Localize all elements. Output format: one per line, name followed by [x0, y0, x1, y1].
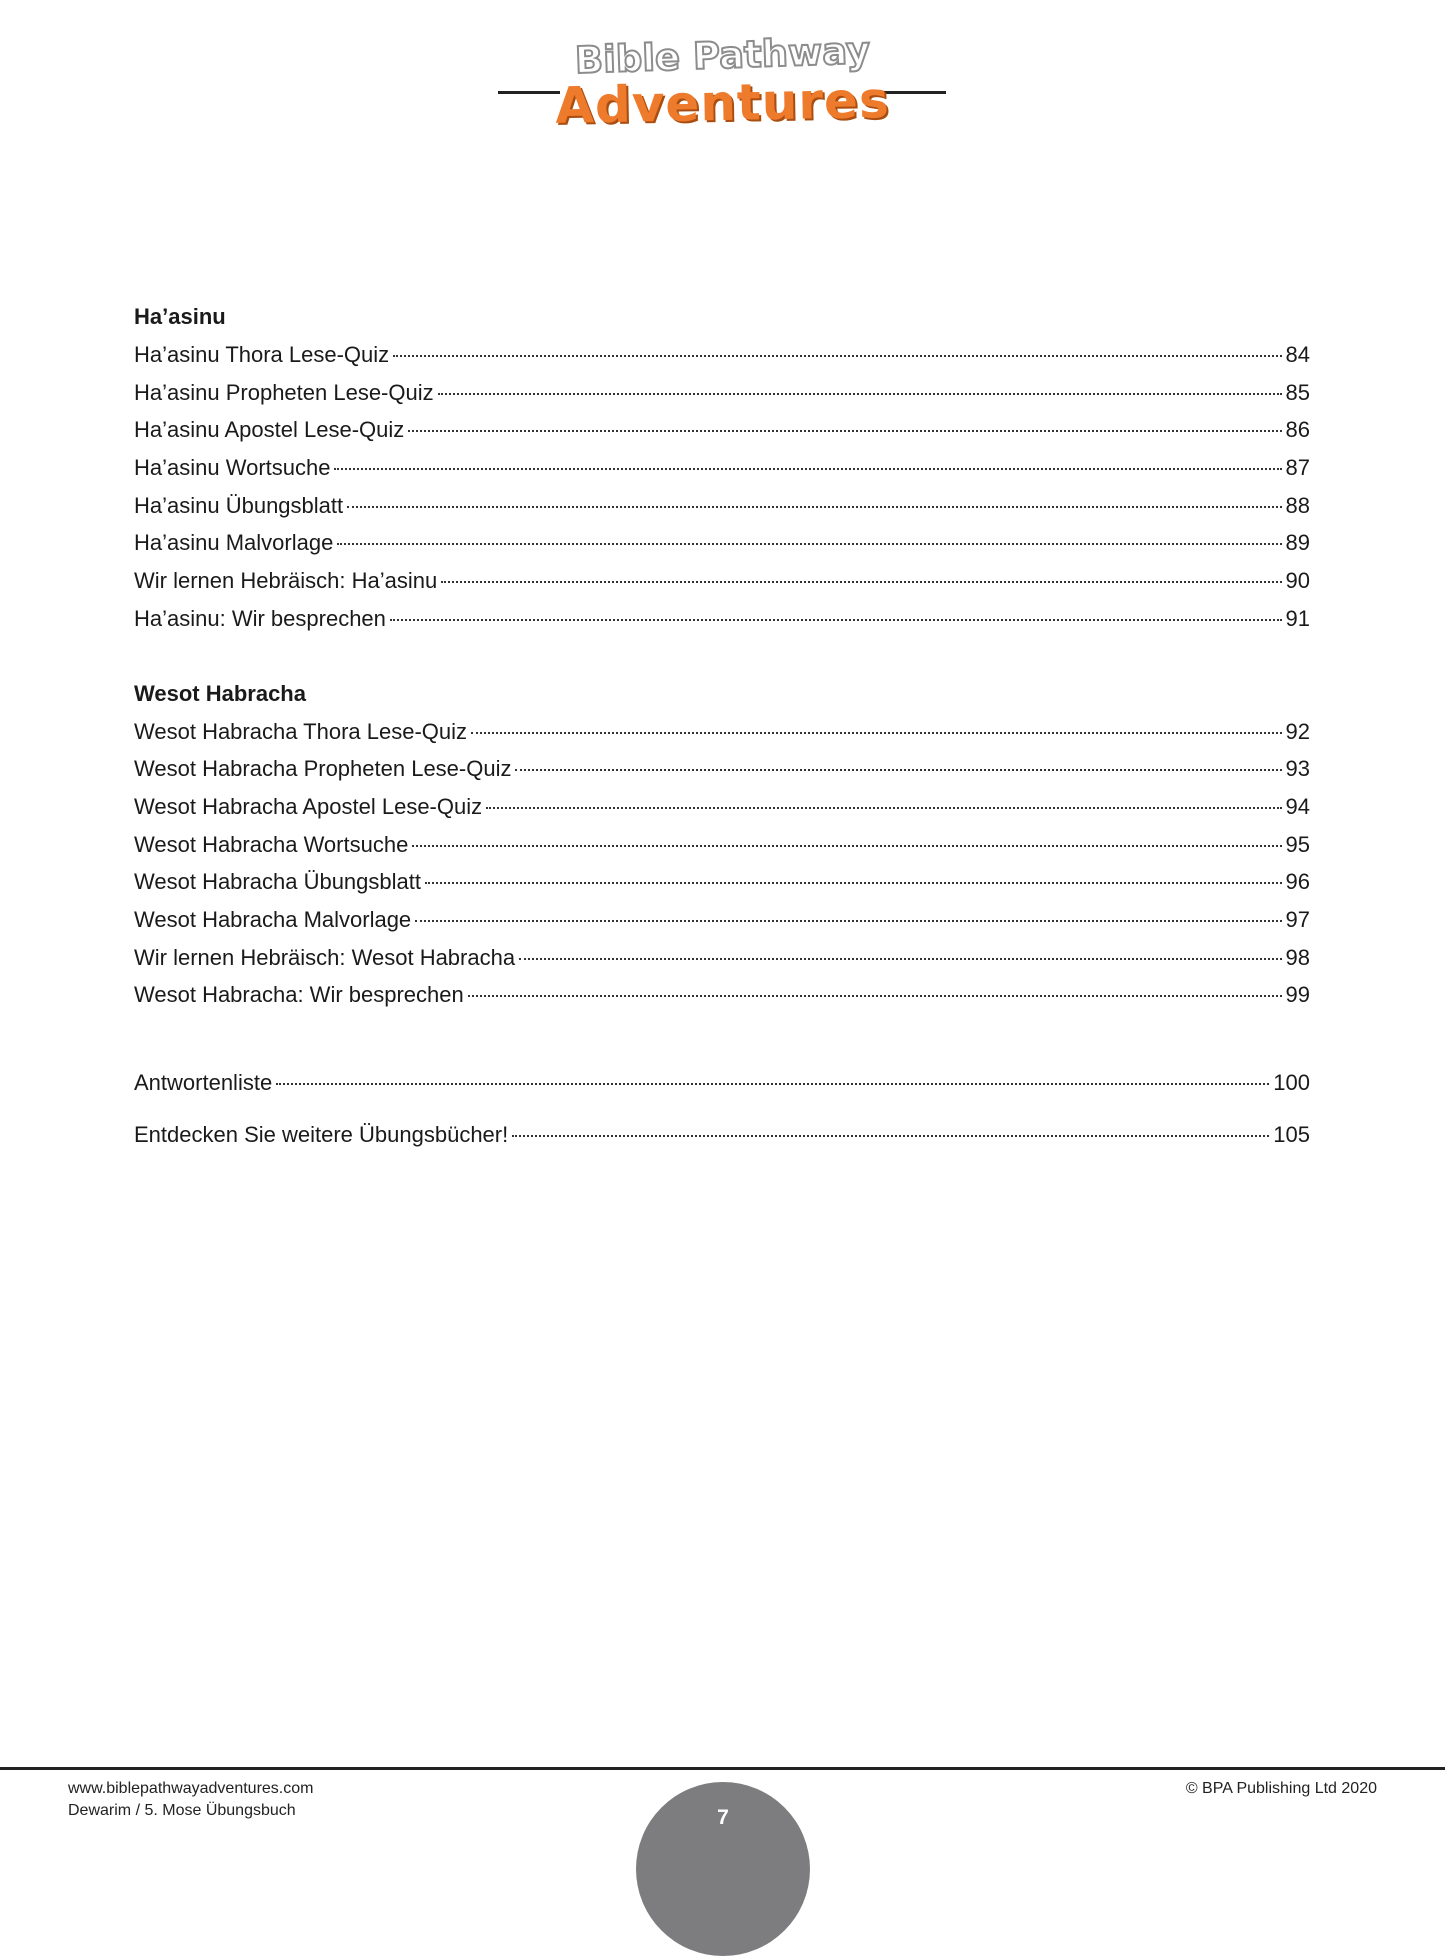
toc-entry-label: Wesot Habracha Malvorlage [134, 906, 412, 932]
toc-entry[interactable] [134, 939, 1310, 977]
dot-leader [425, 882, 1282, 884]
logo-text-top: Bible Pathway [574, 28, 871, 83]
dot-leader [468, 995, 1282, 997]
toc-entry-label: Entdecken Sie weitere Übungsbücher! [134, 1121, 509, 1147]
toc-section-haasinu [134, 298, 1310, 638]
toc-entry-page: 88 [1285, 492, 1310, 518]
dot-leader [471, 732, 1281, 734]
toc-entry-page: 86 [1285, 417, 1310, 443]
footer-copyright: © BPA Publishing Ltd 2020 [1185, 1780, 1377, 1797]
toc-entry-label: Wir lernen Hebräisch: Wesot Habracha [134, 944, 516, 970]
dot-leader [486, 807, 1281, 809]
toc-entry[interactable] [134, 788, 1310, 826]
table-of-contents [134, 298, 1310, 1153]
section-spacer [134, 1014, 1310, 1064]
toc-entry-page: 84 [1285, 342, 1310, 367]
toc-entry-label: Wesot Habracha: Wir besprechen [134, 982, 464, 1008]
dot-leader [390, 619, 1282, 621]
dot-leader [519, 958, 1281, 960]
dot-leader [412, 845, 1281, 847]
toc-entry-page: 93 [1285, 756, 1310, 782]
toc-entry[interactable] [134, 600, 1310, 638]
dot-leader [347, 506, 1281, 508]
toc-entry-page: 92 [1285, 718, 1310, 744]
toc-entry-answer-key[interactable] [134, 1064, 1310, 1102]
toc-entry[interactable] [134, 524, 1310, 562]
toc-entry[interactable] [134, 562, 1310, 600]
toc-entry-label: Ha’asinu Übungsblatt [134, 492, 344, 518]
dot-leader [515, 769, 1281, 771]
toc-entry[interactable] [134, 863, 1310, 901]
toc-entry-more-books[interactable] [134, 1116, 1310, 1154]
dot-leader [512, 1135, 1269, 1137]
toc-entry-page: 97 [1285, 906, 1310, 932]
dot-leader [276, 1083, 1269, 1085]
toc-entry[interactable] [134, 750, 1310, 788]
toc-entry-label: Wir lernen Hebräisch: Ha’asinu [134, 568, 438, 594]
toc-entry-label: Ha’asinu Apostel Lese-Quiz [134, 417, 405, 443]
toc-entry-page: 89 [1285, 530, 1310, 556]
toc-entry-label: Ha’asinu: Wir besprechen [134, 605, 386, 631]
toc-entry[interactable] [134, 901, 1310, 939]
toc-entry[interactable] [134, 713, 1310, 751]
dot-leader [408, 430, 1281, 432]
toc-entry[interactable] [134, 449, 1310, 487]
toc-entry-page: 91 [1285, 605, 1310, 631]
toc-entry-page: 96 [1285, 869, 1310, 895]
toc-entry-label: Ha’asinu Malvorlage [134, 530, 334, 556]
toc-entry-label: Ha’asinu Propheten Lese-Quiz [134, 379, 434, 405]
toc-entry-page: 87 [1285, 455, 1310, 481]
toc-entry-page: 85 [1285, 379, 1310, 405]
section-spacer [134, 1102, 1310, 1116]
toc-entry-label: Antwortenliste [134, 1070, 273, 1095]
toc-entry[interactable] [134, 826, 1310, 864]
section-title: Wesot Habracha [134, 680, 306, 706]
toc-entry-label: Ha’asinu Wortsuche [134, 455, 331, 481]
footer-website-link[interactable]: www.biblepathwayadventures.com [68, 1780, 314, 1797]
toc-entry-page: 98 [1285, 944, 1310, 970]
toc-entry[interactable] [134, 487, 1310, 525]
toc-entry[interactable] [134, 374, 1310, 412]
toc-entry-page: 100 [1273, 1070, 1310, 1095]
dot-leader [393, 355, 1281, 357]
footer-rule [0, 1767, 1445, 1770]
toc-entry-label: Wesot Habracha Thora Lese-Quiz [134, 718, 468, 744]
toc-entry-page: 95 [1285, 831, 1310, 857]
section-title: Ha’asinu [134, 304, 226, 329]
toc-entry-page: 105 [1273, 1121, 1310, 1147]
footer-book-title: Dewarim / 5. Mose Übungsbuch [68, 1802, 296, 1819]
toc-entry-label: Wesot Habracha Wortsuche [134, 831, 409, 857]
toc-section-wesot-habracha [134, 675, 1310, 1015]
toc-entry[interactable] [134, 976, 1310, 1014]
footer-left [68, 1778, 313, 1822]
dot-leader [441, 581, 1281, 583]
toc-entry-label: Wesot Habracha Übungsblatt [134, 869, 421, 895]
toc-entry-label: Ha’asinu Thora Lese-Quiz [134, 342, 390, 367]
toc-entry-page: 99 [1285, 982, 1310, 1008]
page-number: 7 [717, 1806, 729, 1829]
dot-leader [438, 393, 1282, 395]
toc-entry-label: Wesot Habracha Propheten Lese-Quiz [134, 756, 512, 782]
dot-leader [334, 468, 1281, 470]
toc-entry[interactable] [134, 336, 1310, 374]
toc-entry-page: 94 [1285, 793, 1310, 819]
section-spacer [134, 638, 1310, 675]
toc-entry-page: 90 [1285, 568, 1310, 594]
toc-entry-label: Wesot Habracha Apostel Lese-Quiz [134, 793, 483, 819]
dot-leader [337, 543, 1281, 545]
logo-text-bottom: Adventures [554, 71, 891, 135]
toc-entry[interactable] [134, 411, 1310, 449]
dot-leader [415, 920, 1281, 922]
brand-logo [0, 0, 1445, 140]
